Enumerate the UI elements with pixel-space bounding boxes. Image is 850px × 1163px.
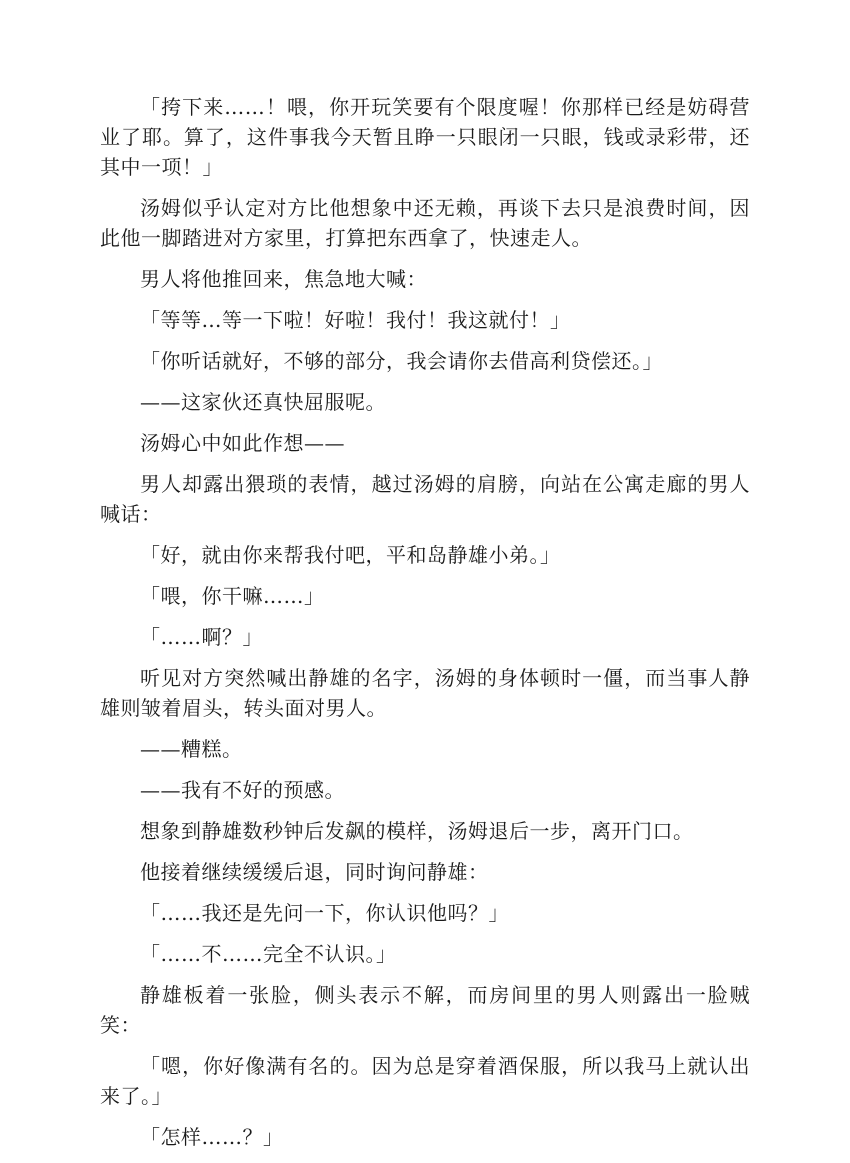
document-page bbox=[100, 92, 750, 1163]
paragraph: 「好，就由你来帮我付吧，平和岛静雄小弟。」 bbox=[140, 543, 561, 567]
paragraph: 听见对方突然喊出静雄的名字，汤姆的身体顿时一僵，而当事人静雄则皱着眉头，转头面对男人。 bbox=[100, 666, 750, 720]
paragraph: 静雄板着一张脸，侧头表示不解，而房间里的男人则露出一脸贼笑： bbox=[100, 983, 750, 1037]
paragraph: 「你听话就好，不够的部分，我会请你去借高利贷偿还。」 bbox=[140, 349, 663, 373]
paragraph: ——糟糕。 bbox=[140, 737, 243, 761]
paragraph: 男人将他推回来，焦急地大喊： bbox=[140, 267, 427, 291]
paragraph: 「喂，你干嘛……」 bbox=[140, 584, 325, 608]
paragraph: 「……啊？」 bbox=[140, 625, 263, 649]
paragraph: 他接着继续缓缓后退，同时询问静雄： bbox=[140, 860, 489, 884]
paragraph: 想象到静雄数秒钟后发飙的模样，汤姆退后一步，离开门口。 bbox=[140, 819, 694, 843]
paragraph: 汤姆似乎认定对方比他想象中还无赖，再谈下去只是浪费时间，因此他一脚踏进对方家里，打算把东西拿了，快速走人。 bbox=[100, 196, 750, 250]
paragraph: 「……我还是先问一下，你认识他吗？」 bbox=[140, 901, 509, 925]
paragraph: 「嗯，你好像满有名的。因为总是穿着酒保服，所以我马上就认出来了。」 bbox=[100, 1054, 750, 1108]
paragraph: 「等等…等一下啦！好啦！我付！我这就付！」 bbox=[140, 308, 571, 332]
paragraph: 汤姆心中如此作想—— bbox=[140, 431, 345, 455]
paragraph: 男人却露出猥琐的表情，越过汤姆的肩膀，向站在公寓走廊的男人喊话： bbox=[100, 472, 750, 526]
paragraph: 「……不……完全不认识。」 bbox=[140, 942, 397, 966]
paragraph: ——这家伙还真快屈服呢。 bbox=[140, 390, 386, 414]
paragraph: 「挎下来……！喂，你开玩笑要有个限度喔！你那样已经是妨碍营业了耶。算了，这件事我今天暂且睁一只眼闭一只眼，钱或录彩带，还其中一项！」 bbox=[100, 95, 750, 179]
paragraph: 「怎样……？」 bbox=[140, 1125, 284, 1149]
paragraph: ——我有不好的预感。 bbox=[140, 778, 345, 802]
